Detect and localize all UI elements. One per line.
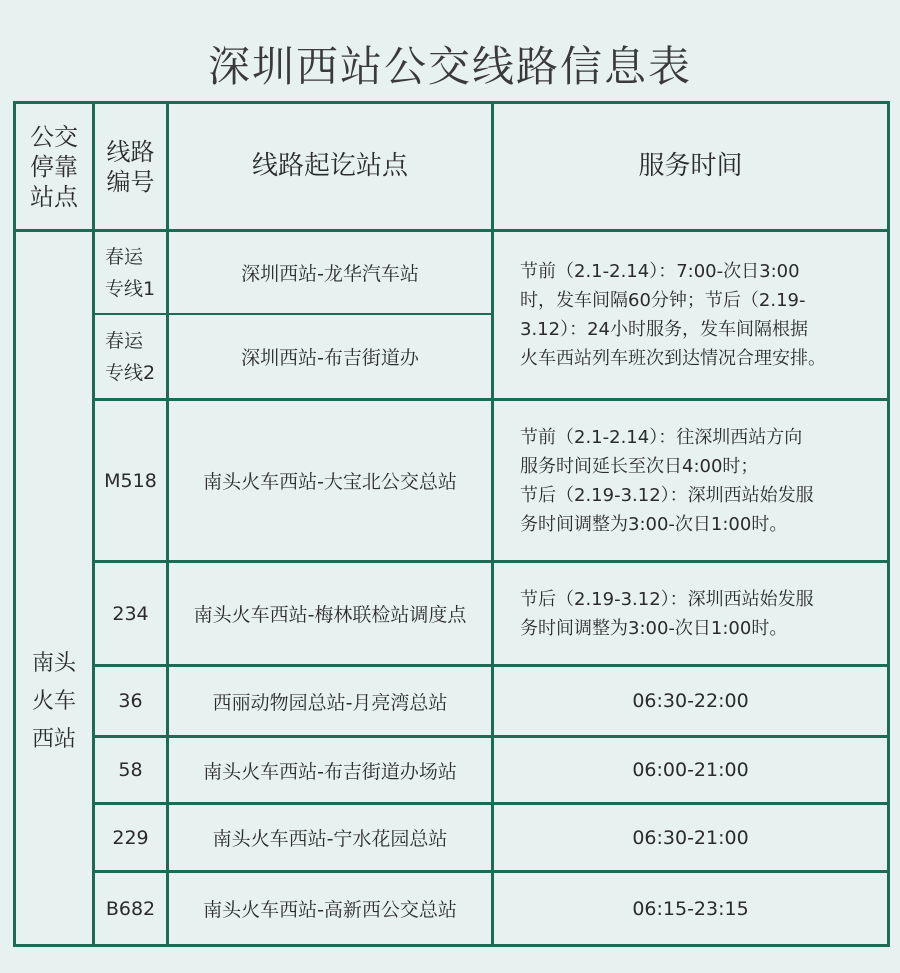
bus-route-table (13, 101, 890, 947)
route-endpoints: 南头火车西站-宁水花园总站 (212, 828, 448, 850)
service-line: 火车西站列车班次到达情况合理安排。 (520, 348, 826, 369)
page-title: 深圳西站公交线路信息表 (207, 42, 692, 91)
route-endpoints: 南头火车西站-布吉街道办场站 (203, 760, 457, 783)
route-code: 229 (112, 826, 149, 849)
service-line: 节前（2.1-2.14）：7:00-次日3:00 (520, 261, 800, 282)
service-time: 06:30-21:00 (632, 826, 749, 849)
route-endpoints: 南头火车西站-梅林联检站调度点 (193, 604, 467, 626)
service-line: 务时间调整为3:00-次日1:00时。 (520, 513, 788, 535)
service-time (494, 401, 887, 560)
header-stop-line: 停靠 (30, 152, 78, 181)
stop-name-line: 南头 (31, 651, 76, 676)
service-time: 06:15-23:15 (632, 897, 749, 920)
header-route-no-line: 线路 (106, 137, 155, 166)
header-stop-line: 公交 (30, 122, 78, 151)
stop-name-line: 火车 (31, 689, 76, 714)
route-endpoints: 西丽动物园总站-月亮湾总站 (212, 691, 448, 714)
service-line: 务时间调整为3:00-次日1:00时。 (520, 617, 788, 639)
service-line: 服务时间延长至次日4:00时； (520, 455, 759, 477)
stop-name (16, 642, 92, 762)
route-endpoints: 深圳西站-龙华汽车站 (241, 263, 419, 285)
service-line: 节后（2.19-3.12）：深圳西站始发服 (520, 588, 814, 610)
header-route: 线路起讫站点 (251, 151, 408, 181)
route-code: B682 (105, 897, 156, 920)
service-line: 节前（2.1-2.14）：往深圳西站方向 (520, 426, 803, 448)
route-code (95, 315, 166, 398)
service-line: 时，发车间隔60分钟；节后（2.19- (520, 290, 806, 311)
service-time: 06:00-21:00 (632, 759, 749, 781)
service-line: 节后（2.19-3.12）：深圳西站始发服 (520, 484, 814, 506)
header-service: 服务时间 (638, 151, 743, 181)
route-code: M518 (104, 469, 157, 492)
header-route-no (95, 104, 166, 229)
stop-name-line: 西站 (31, 727, 76, 752)
service-time (494, 232, 887, 398)
route-code: 36 (118, 690, 143, 712)
route-code: 58 (118, 759, 143, 781)
header-stop (16, 104, 92, 229)
header-route-no-line: 编号 (106, 167, 155, 196)
route-endpoints: 南头火车西站-大宝北公交总站 (203, 471, 457, 493)
route-code-line: 专线2 (105, 361, 156, 384)
route-code-line: 春运 (105, 245, 144, 268)
service-line: 3.12）：24小时服务，发车间隔根据 (520, 319, 808, 340)
route-code-line: 春运 (105, 329, 144, 352)
route-code: 234 (112, 602, 149, 625)
route-endpoints: 南头火车西站-高新西公交总站 (203, 899, 457, 921)
service-time: 06:30-22:00 (632, 690, 749, 712)
route-code-line: 专线1 (105, 277, 156, 300)
header-stop-line: 站点 (30, 182, 78, 211)
service-time (494, 563, 887, 664)
route-code (95, 232, 166, 313)
route-endpoints: 深圳西站-布吉街道办 (241, 347, 419, 369)
